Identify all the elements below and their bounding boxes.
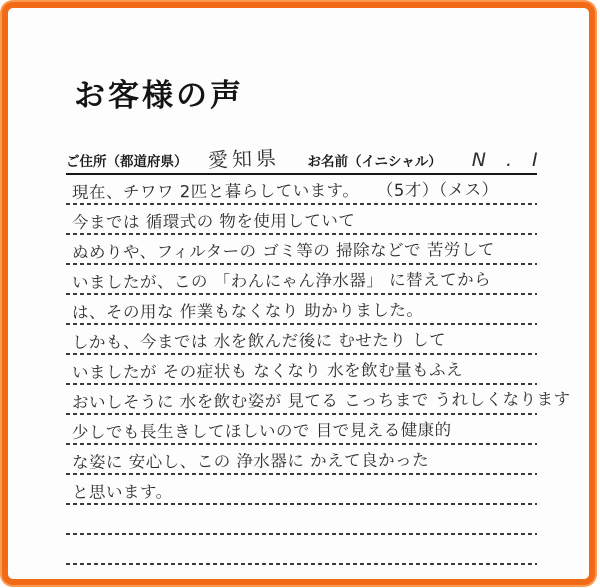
ruled-line [66, 355, 537, 385]
ruled-line [66, 265, 537, 295]
handwritten-line: 今までは 循環式の 物を使用していて [71, 210, 356, 232]
ruled-line [66, 385, 571, 415]
ruled-line [66, 445, 537, 475]
handwritten-line: いましたが、この 「わんにゃん浄水器」 に替えてから [71, 270, 492, 292]
handwritten-line: 少しでも長生きしてほしいので 目で見える健康的 [71, 420, 452, 442]
ruled-line [66, 205, 537, 235]
customer-info-row [66, 141, 545, 175]
ruled-line [66, 295, 537, 325]
handwritten-line: 現在、チワワ 2匹と暮らしています。 （5才）（メス） [71, 179, 499, 202]
handwritten-line: しかも、今までは 水を飲んだ後に むせたり して [71, 330, 447, 352]
handwritten-line: ぬめりや、フィルターの ゴミ等の 掃除などで 苦労して [71, 240, 495, 262]
ruled-line [66, 325, 537, 355]
address-label: ご住所（都道府県） [66, 154, 188, 169]
handwritten-line [66, 533, 72, 535]
ruled-line-empty [66, 535, 537, 565]
handwritten-line: な姿に 安心し、この 浄水器に かえて良かった [71, 450, 430, 472]
testimonial-body [66, 175, 571, 565]
handwritten-line: いましたが その症状も なくなり 水を飲む量もふえ [71, 360, 464, 382]
ruled-line [66, 235, 537, 265]
handwritten-line: は、その用な 作業もなくなり 助かりました。 [71, 300, 424, 322]
name-value: N . I [471, 149, 545, 171]
testimonial-card [2, 2, 595, 585]
ruled-line [66, 415, 537, 445]
address-value: 愛知県 [207, 145, 280, 173]
handwritten-line [66, 563, 72, 565]
name-label: お名前（イニシャル） [307, 154, 442, 169]
handwritten-line: おいしそうに 水を飲む姿が 見てる こっちまで うれしくなります [71, 389, 571, 412]
ruled-line-empty [66, 505, 537, 535]
ruled-line [66, 175, 537, 205]
page-title: お客様の声 [74, 78, 244, 113]
ruled-line [66, 475, 537, 505]
handwritten-line: と思います。 [71, 482, 173, 502]
